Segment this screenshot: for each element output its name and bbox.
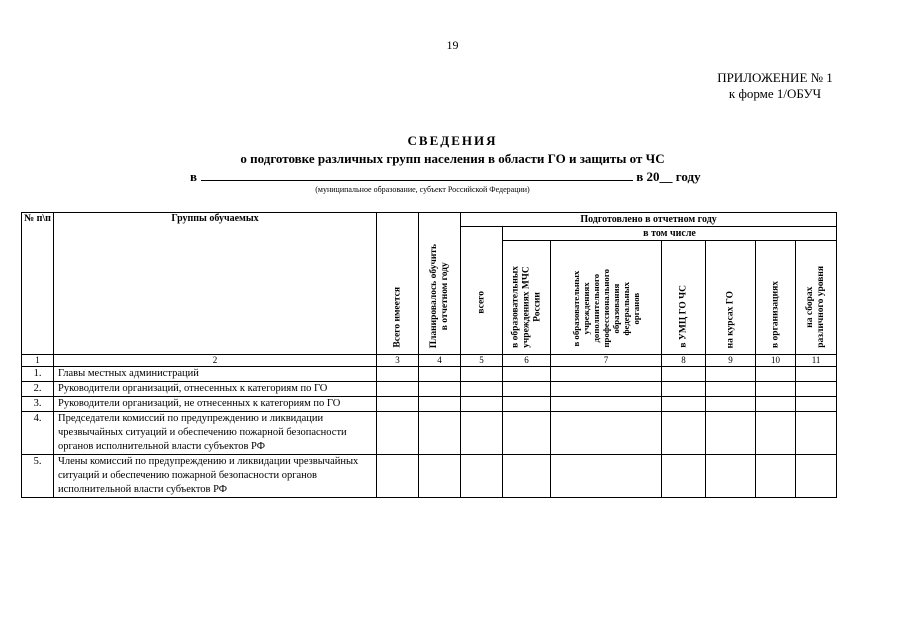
- table-row: [22, 367, 837, 382]
- column-number: 7: [551, 355, 662, 367]
- data-cell[interactable]: [503, 382, 551, 397]
- data-cell[interactable]: [551, 455, 662, 498]
- data-cell[interactable]: [377, 397, 419, 412]
- data-cell[interactable]: [706, 397, 756, 412]
- column-number: 1: [22, 355, 54, 367]
- appendix-line-1: ПРИЛОЖЕНИЕ № 1: [717, 70, 833, 85]
- header-gatherings: [796, 241, 837, 355]
- year-line: [190, 169, 730, 185]
- data-cell[interactable]: [503, 367, 551, 382]
- header-federal-text: в образовательных учреждениях дополнительного профессионального образования федеральных органов: [571, 269, 641, 348]
- row-group-name: Председатели комиссий по предупреждению и ликвидации чрезвычайных ситуаций и обеспечению пожарной безопасности органов исполнительной власти субъектов РФ: [54, 412, 377, 455]
- data-cell[interactable]: [662, 397, 706, 412]
- data-cell[interactable]: [419, 412, 461, 455]
- column-number: 6: [503, 355, 551, 367]
- data-cell[interactable]: [461, 367, 503, 382]
- column-number: 10: [756, 355, 796, 367]
- row-number: 4.: [22, 412, 54, 455]
- header-orgs-text: в организациях: [770, 281, 780, 348]
- appendix-label: [700, 70, 850, 102]
- data-cell[interactable]: [551, 367, 662, 382]
- data-cell[interactable]: [706, 367, 756, 382]
- header-planned: [419, 213, 461, 355]
- data-cell[interactable]: [756, 455, 796, 498]
- header-umc-text: в УМЦ ГО ЧС: [678, 285, 688, 348]
- header-groups: Группы обучаемых: [54, 213, 377, 355]
- data-cell[interactable]: [461, 412, 503, 455]
- data-cell[interactable]: [662, 412, 706, 455]
- data-cell[interactable]: [756, 397, 796, 412]
- data-cell[interactable]: [706, 382, 756, 397]
- row-number: 5.: [22, 455, 54, 498]
- year-line-suffix: в 20__ году: [636, 169, 701, 184]
- column-number: 3: [377, 355, 419, 367]
- data-cell[interactable]: [756, 367, 796, 382]
- column-number: 5: [461, 355, 503, 367]
- data-cell[interactable]: [796, 382, 837, 397]
- data-cell[interactable]: [551, 382, 662, 397]
- municipality-caption: (муниципальное образование, субъект Российской Федерации): [315, 185, 530, 194]
- header-total-text: всего: [476, 291, 486, 314]
- data-cell[interactable]: [756, 382, 796, 397]
- table-row: [22, 382, 837, 397]
- data-cell[interactable]: [419, 382, 461, 397]
- data-cell[interactable]: [377, 455, 419, 498]
- training-table: [21, 212, 837, 498]
- header-courses-text: на курсах ГО: [725, 290, 735, 348]
- data-cell[interactable]: [662, 367, 706, 382]
- data-cell[interactable]: [551, 397, 662, 412]
- column-number: 4: [419, 355, 461, 367]
- data-cell[interactable]: [503, 397, 551, 412]
- data-cell[interactable]: [461, 397, 503, 412]
- data-cell[interactable]: [461, 455, 503, 498]
- data-cell[interactable]: [796, 397, 837, 412]
- data-cell[interactable]: [796, 455, 837, 498]
- header-orgs: [756, 241, 796, 355]
- data-cell[interactable]: [551, 412, 662, 455]
- row-number: 1.: [22, 367, 54, 382]
- table-row: [22, 412, 837, 455]
- data-cell[interactable]: [706, 455, 756, 498]
- column-number: 8: [662, 355, 706, 367]
- header-total-have-text: Всего имеется: [392, 287, 402, 348]
- page-number: 19: [446, 38, 459, 52]
- header-row-1: [22, 213, 837, 227]
- data-cell[interactable]: [662, 382, 706, 397]
- row-group-name: Члены комиссий по предупреждению и ликвидации чрезвычайных ситуаций и обеспечению пожарной безопасности органов исполнительной власти субъектов РФ: [54, 455, 377, 498]
- header-total: [461, 227, 503, 355]
- data-cell[interactable]: [419, 455, 461, 498]
- appendix-line-2: к форме 1/ОБУЧ: [728, 86, 822, 101]
- data-cell[interactable]: [756, 412, 796, 455]
- document-title: СВЕДЕНИЯ: [407, 133, 498, 148]
- year-line-prefix: в: [190, 169, 198, 184]
- municipality-blank: [201, 169, 633, 181]
- header-mchs: [503, 241, 551, 355]
- row-number: 2.: [22, 382, 54, 397]
- data-cell[interactable]: [706, 412, 756, 455]
- header-mchs-text: в образовательных учреждениях МЧС России: [510, 266, 542, 348]
- header-planned-text: Планировалось обучить в отчетном году: [428, 243, 450, 348]
- row-group-name: Главы местных администраций: [54, 367, 377, 382]
- data-cell[interactable]: [461, 382, 503, 397]
- data-cell[interactable]: [377, 412, 419, 455]
- column-number: 9: [706, 355, 756, 367]
- column-number-row: [22, 355, 837, 367]
- header-federal: [551, 241, 662, 355]
- header-total-have: [377, 213, 419, 355]
- header-trained: Подготовлено в отчетном году: [461, 213, 837, 227]
- data-cell[interactable]: [662, 455, 706, 498]
- document-subtitle: о подготовке различных групп населения в области ГО и защиты от ЧС: [240, 151, 665, 166]
- row-group-name: Руководители организаций, не отнесенных к категориям по ГО: [54, 397, 377, 412]
- table-row: [22, 397, 837, 412]
- header-gatherings-text: на сборах различного уровня: [805, 266, 827, 348]
- data-cell[interactable]: [377, 367, 419, 382]
- data-cell[interactable]: [503, 412, 551, 455]
- data-cell[interactable]: [419, 397, 461, 412]
- data-cell[interactable]: [419, 367, 461, 382]
- data-cell[interactable]: [796, 412, 837, 455]
- row-group-name: Руководители организаций, отнесенных к категориям по ГО: [54, 382, 377, 397]
- column-number: 2: [54, 355, 377, 367]
- header-including: в том числе: [503, 227, 837, 241]
- row-number: 3.: [22, 397, 54, 412]
- header-courses: [706, 241, 756, 355]
- column-number: 11: [796, 355, 837, 367]
- header-number: № п\п: [22, 213, 54, 355]
- header-umc: [662, 241, 706, 355]
- data-cell[interactable]: [377, 382, 419, 397]
- data-cell[interactable]: [796, 367, 837, 382]
- table-row: [22, 455, 837, 498]
- data-cell[interactable]: [503, 455, 551, 498]
